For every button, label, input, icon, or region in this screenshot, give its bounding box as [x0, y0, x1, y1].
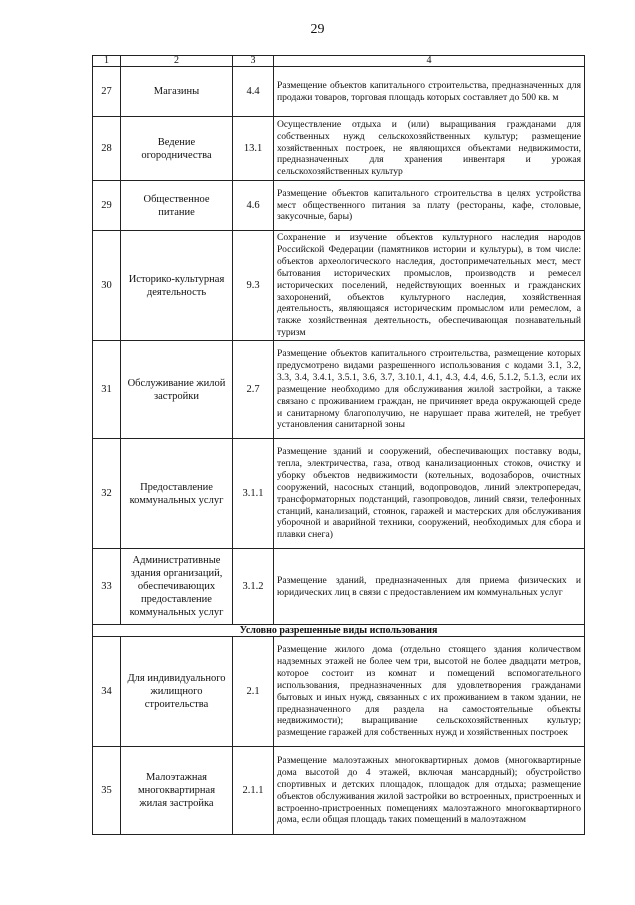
use-name: Для индивидуального жилищного строительства: [121, 637, 233, 747]
use-code: 2.7: [233, 341, 274, 439]
land-use-table: [92, 55, 585, 835]
use-description: Размещение объектов капитального строительства в целях устройства мест общественного питания за плату (рестораны, кафе, столовые, закусочные, бары): [274, 181, 585, 231]
use-name: Историко-культурная деятельность: [121, 231, 233, 341]
header-col-4: 4: [274, 56, 585, 67]
table-row: [93, 181, 585, 231]
row-number: 33: [93, 549, 121, 625]
use-name: Малоэтажная многоквартирная жилая застройка: [121, 747, 233, 835]
use-name: Обслуживание жилой застройки: [121, 341, 233, 439]
use-code: 4.6: [233, 181, 274, 231]
use-code: 9.3: [233, 231, 274, 341]
section-heading-row: [93, 625, 585, 637]
table-row: [93, 549, 585, 625]
use-description: Размещение объектов капитального строительства, предназначенных для продажи товаров, торговая площадь которых составляет до 500 кв. м: [274, 67, 585, 117]
use-name: Общественное питание: [121, 181, 233, 231]
table-header-row: [93, 56, 585, 67]
table-row: [93, 231, 585, 341]
table-row: [93, 637, 585, 747]
row-number: 31: [93, 341, 121, 439]
use-name: Предоставление коммунальных услуг: [121, 439, 233, 549]
row-number: 28: [93, 117, 121, 181]
use-description: Размещение объектов капитального строительства, размещение которых предусмотрено видами разрешенного использования с кодами 3.1, 3.2, 3.3, 3.4, 3.4.1, 3.5.1, 3.6, 3.7, 3.10.1, 4.1, 4.3, 4.4, 4.6, 5.1.2, 5.1.3, если их размещение необходимо для обслуживания жилой застройки, а также связано с проживанием граждан, не причиняет вреда окружающей среде и санитарному благополучию, не нарушает права жителей, не требует установления санитарной зоны: [274, 341, 585, 439]
row-number: 32: [93, 439, 121, 549]
use-description: Осуществление отдыха и (или) выращивания гражданами для собственных нужд сельскохозяйственных культур; размещение хозяйственных построек, не являющихся объектами недвижимости, предназначенных для хранения инвентаря и урожая сельскохозяйственных культур: [274, 117, 585, 181]
header-col-1: 1: [93, 56, 121, 67]
use-code: 4.4: [233, 67, 274, 117]
use-description: Размещение жилого дома (отдельно стоящего здания количеством надземных этажей не более чем три, высотой не более двадцати метров, которое состоит из комнат и помещений вспомогательного использования, предназначенных для удовлетворения гражданами бытовых и иных нужд, связанных с их проживанием в таком здании, не предназначенного для раздела на самостоятельные объекты недвижимости); выращивание сельскохозяйственных культур; размещение гаражей для собственных нужд и хозяйственных построек: [274, 637, 585, 747]
header-col-3: 3: [233, 56, 274, 67]
use-name: Административные здания организаций, обеспечивающих предоставление коммунальных услуг: [121, 549, 233, 625]
table-row: [93, 117, 585, 181]
row-number: 35: [93, 747, 121, 835]
use-description: Размещение зданий и сооружений, обеспечивающих поставку воды, тепла, электричества, газа, отвод канализационных стоков, очистку и уборку объектов недвижимости (котельных, водозаборов, очистных сооружений, насосных станций, водопроводов, линий электропередач, трансформаторных подстанций, газопроводов, линий связи, телефонных станций, канализаций, стоянок, гаражей и мастерских для обслуживания уборочной и аварийной техники, сооружений, необходимых для сбора и плавки снега): [274, 439, 585, 549]
use-description: Размещение малоэтажных многоквартирных домов (многоквартирные дома высотой до 4 этажей, включая мансардный); обустройство спортивных и детских площадок, площадок для отдыха; размещение объектов обслуживания жилой застройки во встроенных, пристроенных и встроенно-пристроенных помещениях малоэтажного многоквартирного дома, если общая площадь таких помещений в малоэтажном: [274, 747, 585, 835]
use-name: Магазины: [121, 67, 233, 117]
section-title: Условно разрешенные виды использования: [93, 625, 585, 637]
table-row: [93, 341, 585, 439]
table-row: [93, 67, 585, 117]
use-description: Сохранение и изучение объектов культурного наследия народов Российской Федерации (памятников истории и культуры), в том числе: объектов археологического наследия, достопримечательных мест, мест бытования исторических промыслов, производств и ремесел исторических поселений, недействующих военных и гражданских захоронений, объектов культурного наследия, хозяйственная деятельность, являющаяся историческим промыслом или ремеслом, а также хозяйственная деятельность, обеспечивающая познавательный туризм: [274, 231, 585, 341]
row-number: 29: [93, 181, 121, 231]
table-row: [93, 439, 585, 549]
use-code: 2.1.1: [233, 747, 274, 835]
row-number: 30: [93, 231, 121, 341]
use-name: Ведение огородничества: [121, 117, 233, 181]
use-code: 13.1: [233, 117, 274, 181]
row-number: 34: [93, 637, 121, 747]
use-description: Размещение зданий, предназначенных для приема физических и юридических лиц в связи с предоставлением им коммунальных услуг: [274, 549, 585, 625]
use-code: 3.1.1: [233, 439, 274, 549]
table-row: [93, 747, 585, 835]
use-code: 2.1: [233, 637, 274, 747]
use-code: 3.1.2: [233, 549, 274, 625]
page-number: 29: [310, 22, 325, 37]
header-col-2: 2: [121, 56, 233, 67]
row-number: 27: [93, 67, 121, 117]
